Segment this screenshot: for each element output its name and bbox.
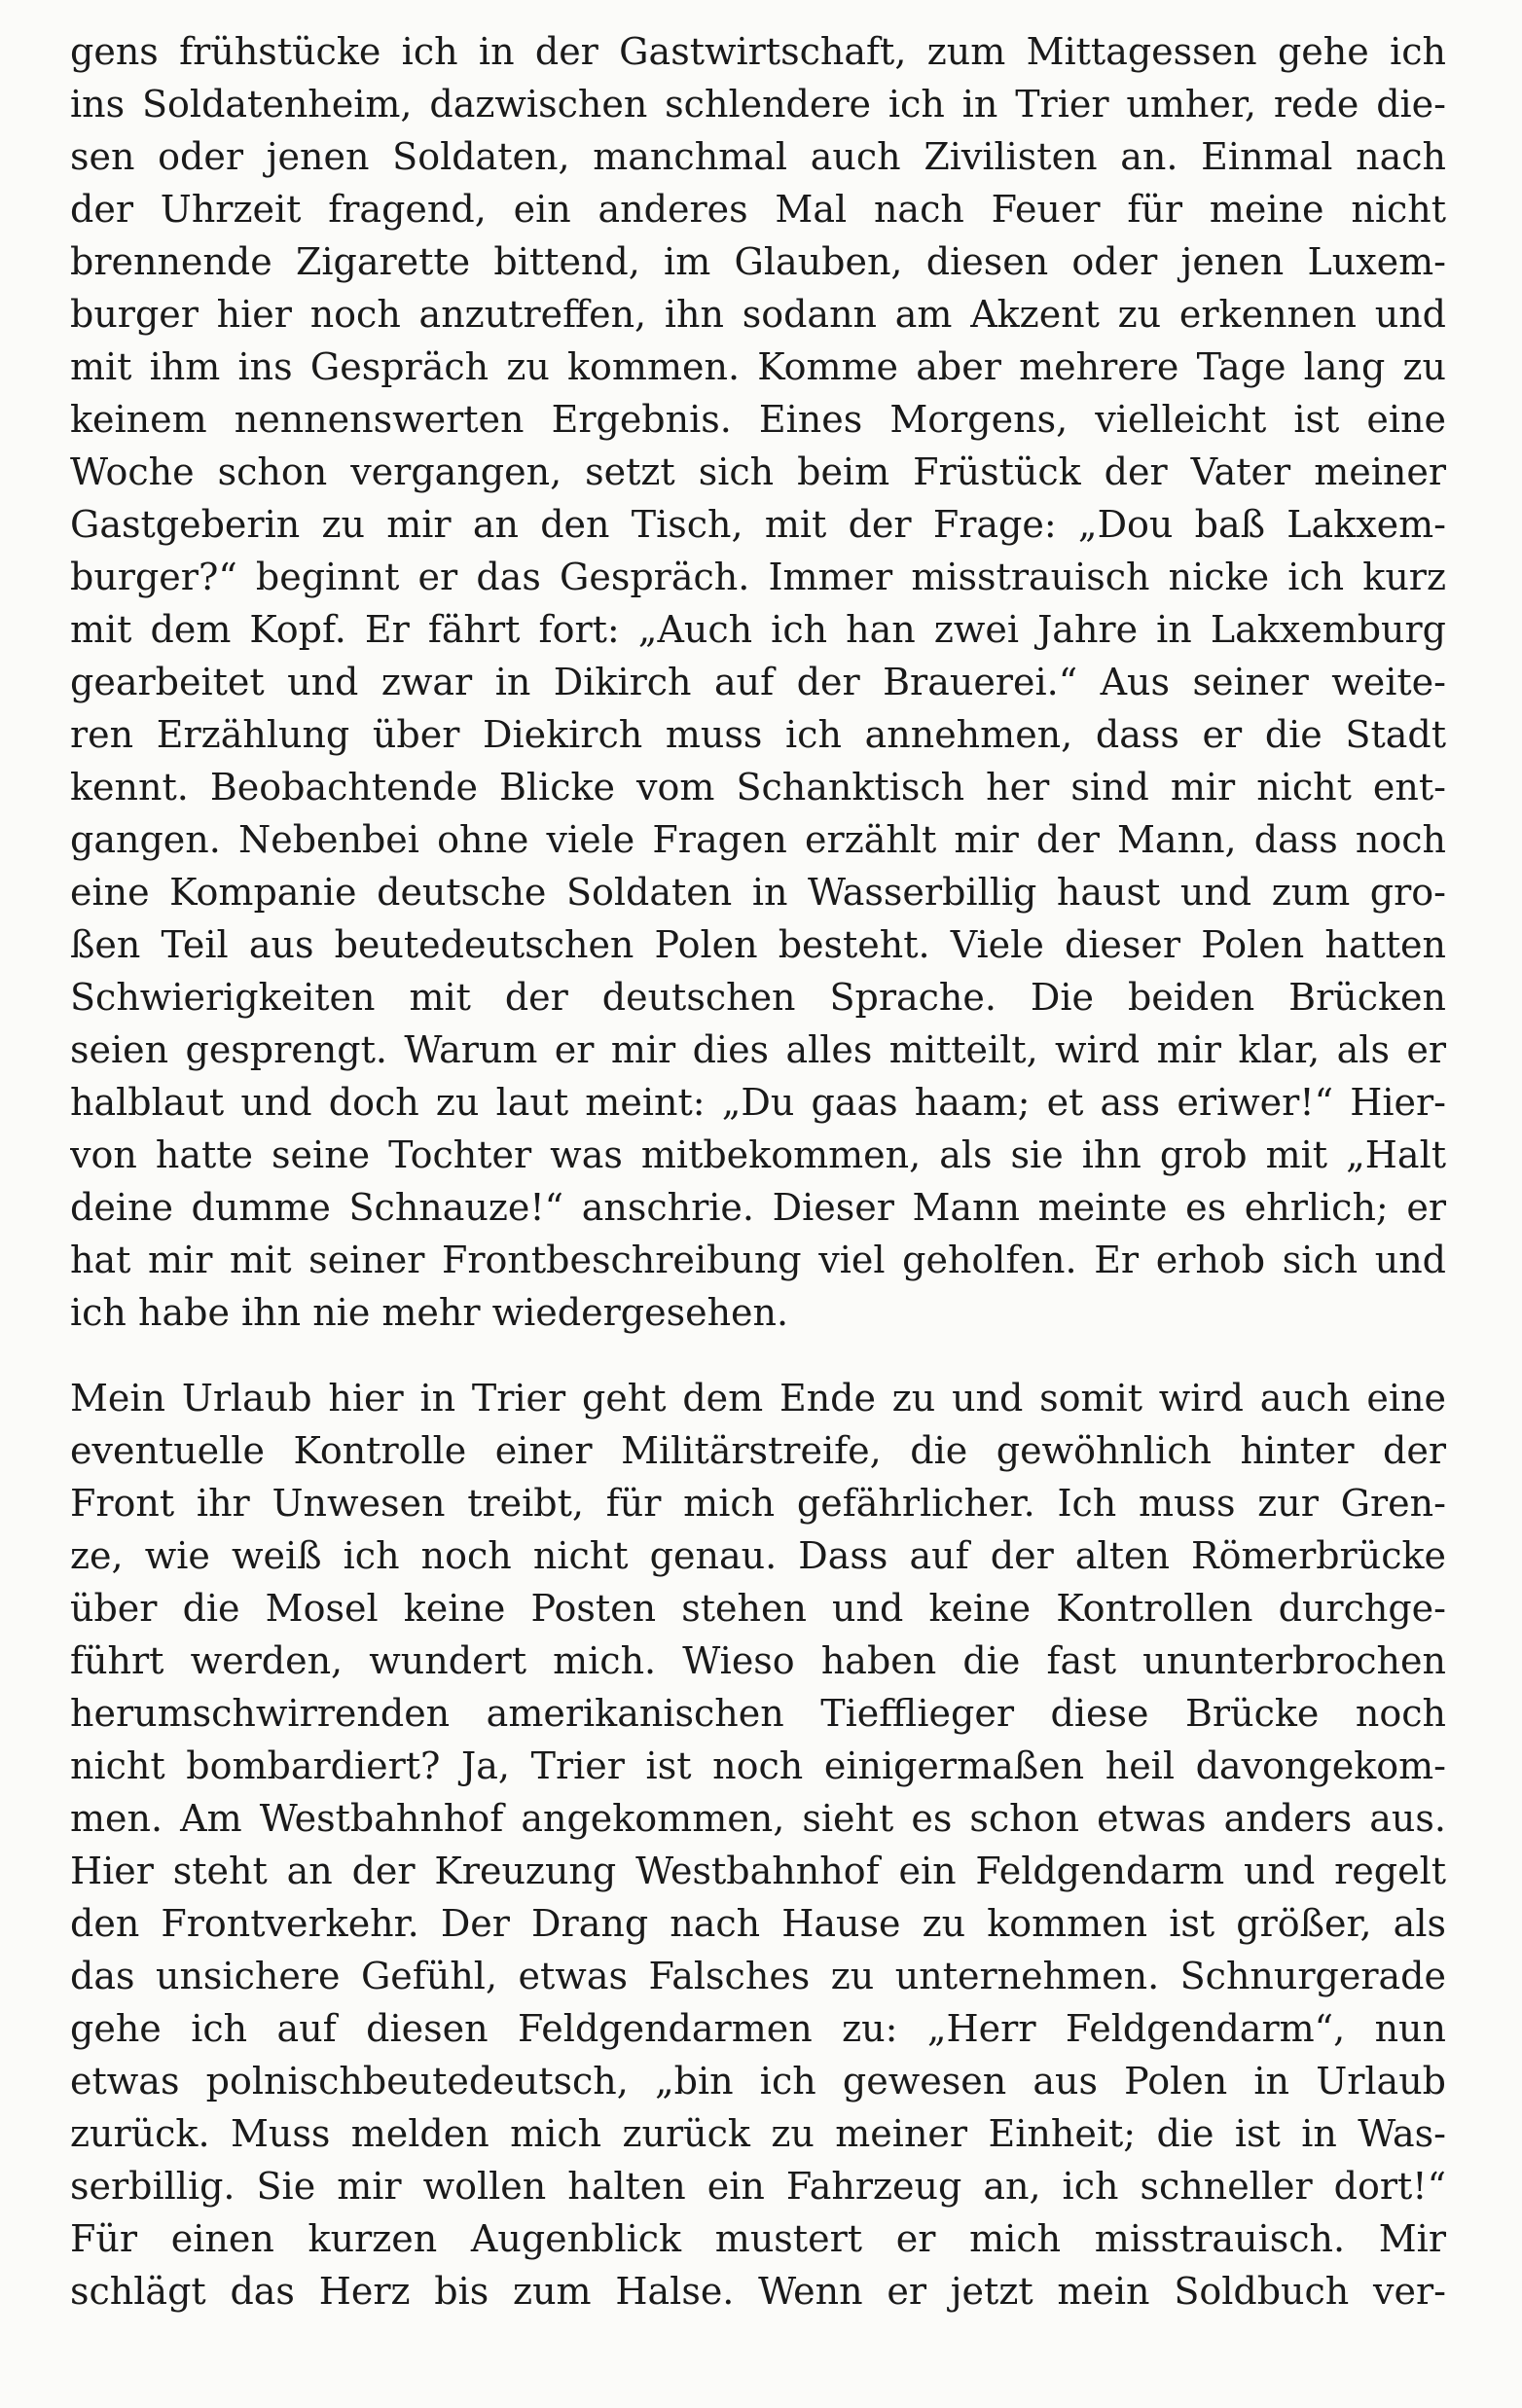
book-page [70,25,1446,2318]
text-line: burger hier noch anzutreffen, ihn sodann am Akzent zu erkennen und [70,293,1446,336]
text-line: gangen. Nebenbei ohne viele Fragen erzählt mir der Mann, dass noch [70,818,1446,861]
text-line: ßen Teil aus beutedeutschen Polen besteht. Viele dieser Polen hatten [70,923,1446,966]
text-line: Schwierigkeiten mit der deutschen Sprache. Die beiden Brücken [70,976,1446,1019]
text-line: gehe ich auf diesen Feldgendarmen zu: „Herr Feldgendarm“, nun [70,2007,1446,2050]
text-line: eine Kompanie deutsche Soldaten in Wasserbillig haust und zum gro- [70,871,1446,914]
text-line: ze, wie weiß ich noch nicht genau. Dass auf der alten Römerbrücke [70,1534,1446,1577]
text-line: Für einen kurzen Augenblick mustert er mich misstrauisch. Mir [70,2217,1446,2260]
text-line: von hatte seine Tochter was mitbekommen, als sie ihn grob mit „Halt [70,1133,1446,1176]
text-line: schlägt das Herz bis zum Halse. Wenn er jetzt mein Soldbuch ver- [70,2270,1446,2313]
text-line: Gastgeberin zu mir an den Tisch, mit der Frage: „Dou baß Lakxem- [70,503,1446,546]
text-line: mit dem Kopf. Er fährt fort: „Auch ich han zwei Jahre in Lakxemburg [70,608,1446,651]
text-line: keinem nennenswerten Ergebnis. Eines Morgens, vielleicht ist eine [70,398,1446,441]
text-line: nicht bombardiert? Ja, Trier ist noch einigermaßen heil davongekom- [70,1744,1446,1787]
text-line: seien gesprengt. Warum er mir dies alles mitteilt, wird mir klar, als er [70,1028,1446,1071]
text-line: ren Erzählung über Diekirch muss ich annehmen, dass er die Stadt [70,713,1446,756]
text-line: Mein Urlaub hier in Trier geht dem Ende zu und somit wird auch eine [70,1377,1446,1420]
text-line: sen oder jenen Soldaten, manchmal auch Zivilisten an. Einmal nach [70,135,1446,178]
text-line: halblaut und doch zu laut meint: „Du gaas haam; et ass eriwer!“ Hier- [70,1081,1446,1124]
text-line: über die Mosel keine Posten stehen und keine Kontrollen durchge- [70,1587,1446,1630]
text-line: zurück. Muss melden mich zurück zu meiner Einheit; die ist in Was- [70,2112,1446,2155]
text-line: gens frühstücke ich in der Gastwirtschaft, zum Mittagessen gehe ich [70,30,1446,73]
text-line: das unsichere Gefühl, etwas Falsches zu unternehmen. Schnurgerade [70,1955,1446,1997]
paragraph-1 [70,25,1446,1339]
text-line: ins Soldatenheim, dazwischen schlendere ich in Trier umher, rede die- [70,83,1446,126]
text-line: hat mir mit seiner Frontbeschreibung viel geholfen. Er erhob sich und [70,1239,1446,1281]
text-line: burger?“ beginnt er das Gespräch. Immer misstrauisch nicke ich kurz [70,556,1446,598]
text-line: der Uhrzeit fragend, ein anderes Mal nach Feuer für meine nicht [70,188,1446,231]
text-line: Hier steht an der Kreuzung Westbahnhof ein Feldgendarm und regelt [70,1850,1446,1892]
text-line: mit ihm ins Gespräch zu kommen. Komme aber mehrere Tage lang zu [70,345,1446,388]
text-line: den Frontverkehr. Der Drang nach Hause zu kommen ist größer, als [70,1902,1446,1945]
text-line: etwas polnischbeutedeutsch, „bin ich gewesen aus Polen in Urlaub [70,2060,1446,2103]
text-line: kennt. Beobachtende Blicke vom Schanktisch her sind mir nicht ent- [70,766,1446,809]
text-line: Woche schon vergangen, setzt sich beim Früstück der Vater meiner [70,450,1446,493]
text-line: deine dumme Schnauze!“ anschrie. Dieser Mann meinte es ehrlich; er [70,1186,1446,1229]
text-line: brennende Zigarette bittend, im Glauben, diesen oder jenen Luxem- [70,240,1446,283]
text-line: men. Am Westbahnhof angekommen, sieht es schon etwas anders aus. [70,1797,1446,1840]
text-line: herumschwirrenden amerikanischen Tiefflieger diese Brücke noch [70,1692,1446,1735]
text-line: gearbeitet und zwar in Dikirch auf der Brauerei.“ Aus seiner weite- [70,661,1446,703]
paragraph-2 [70,1372,1446,2318]
text-line: serbillig. Sie mir wollen halten ein Fahrzeug an, ich schneller dort!“ [70,2165,1446,2208]
text-line: eventuelle Kontrolle einer Militärstreife, die gewöhnlich hinter der [70,1429,1446,1472]
text-line: führt werden, wundert mich. Wieso haben die fast ununterbrochen [70,1639,1446,1682]
text-line: ich habe ihn nie mehr wiedergesehen. [70,1291,789,1334]
text-line: Front ihr Unwesen treibt, für mich gefährlicher. Ich muss zur Gren- [70,1482,1446,1525]
